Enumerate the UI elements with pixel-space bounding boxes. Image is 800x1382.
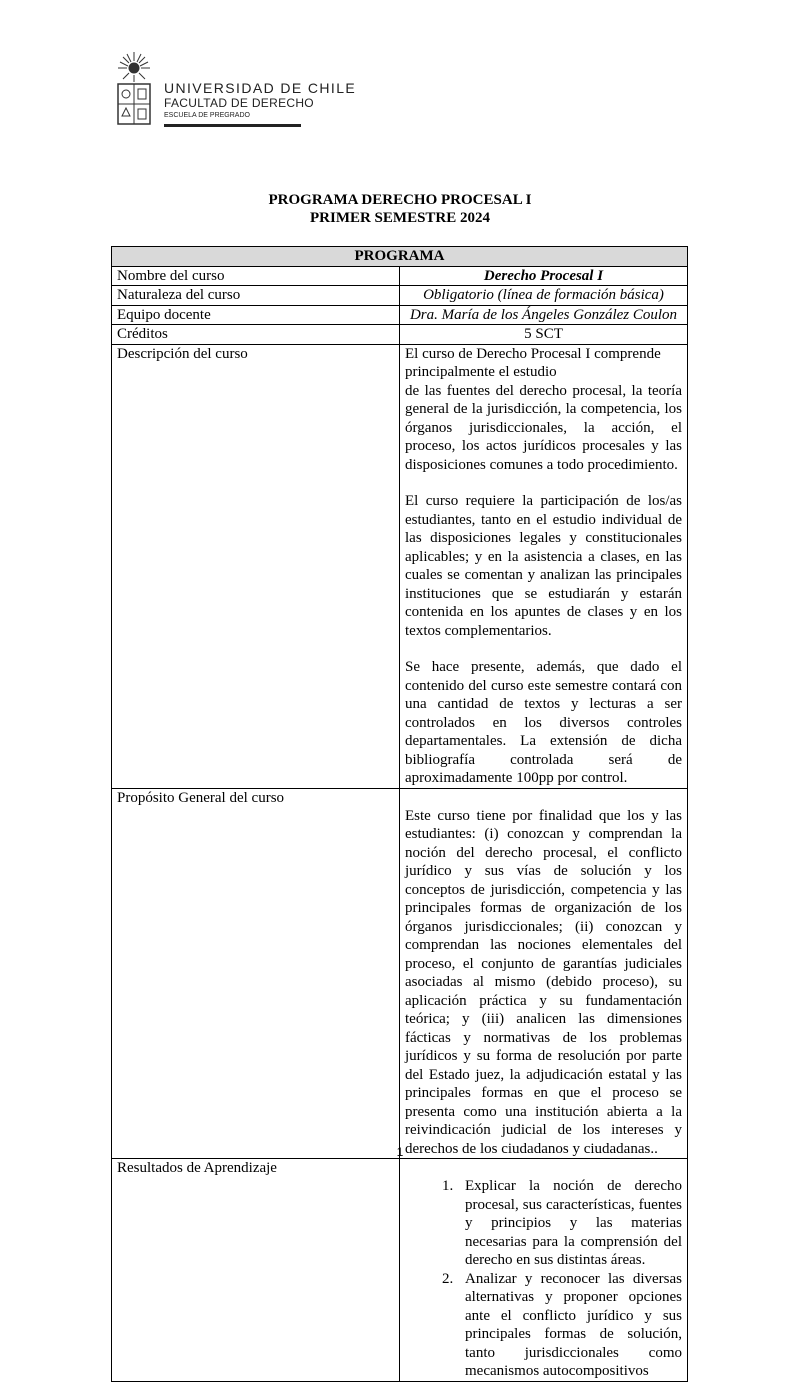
results-list <box>405 1177 682 1381</box>
faculty-name: FACULTAD DE DERECHO <box>164 96 314 110</box>
list-item: 1. Explicar la noción de derecho procesal, sus características, fuentes y principios y las materias necesarias para la comprensión del derecho en sus distintas áreas. <box>457 1177 682 1270</box>
table-row <box>112 788 688 1159</box>
document-subtitle: PRIMER SEMESTRE 2024 <box>309 210 491 226</box>
course-name-value: Derecho Procesal I <box>400 266 688 286</box>
table-row <box>112 344 688 788</box>
description-cell <box>400 344 688 788</box>
table-row <box>112 325 688 345</box>
table-header-row <box>112 247 688 267</box>
credits-value: 5 SCT <box>400 325 688 345</box>
credits-label: Créditos <box>112 325 400 345</box>
page-number: 1 <box>396 1145 404 1159</box>
purpose-text: Este curso tiene por finalidad que los y las estudiantes: (i) conozcan y comprendan la noción del derecho procesal, el conflicto jurídico y sus vías de solución y los conceptos de jurisdicción, competencia y las principales formas de organización de los órganos jurisdiccionales; (ii) conozcan y comprendan las nociones elementales del proceso, el conjunto de garantías judiciales asociadas al mismo (debido proceso), su aplicación práctica y su fundamentación teórica; y (iii) analicen las dimensiones fácticas y normativas de los problemas jurídicos y su forma de resolución por parte del Estado juez, la adjudicación estatal y las principales formas en que el proceso se presenta como una institución abierta a la reivindicación judicial de los intereses y derechos de los ciudadanos y ciudadanas.. <box>405 807 682 1157</box>
description-paragraph-2: El curso requiere la participación de los/as estudiantes, tanto en el estudio individual de las disposiciones legales y constitucionales aplicables; y en la asistencia a clases, en las cuales se comentan y analizan las principales instituciones que se estudiarán y estarán contenida en los apuntes de clases y en los textos complementarios. <box>405 493 682 639</box>
description-paragraph-1b: de las fuentes del derecho procesal, la teoría general de la jurisdicción, la competencia, los órganos jurisdiccionales, la acción, el proceso, los actos jurídicos procesales y las disposiciones comunes a todo procedimiento. <box>405 382 682 473</box>
description-paragraph-1a: El curso de Derecho Procesal I comprende principalmente el estudio <box>405 345 661 380</box>
nature-value: Obligatorio (línea de formación básica) <box>400 286 688 306</box>
description-label: Descripción del curso <box>112 344 400 788</box>
university-seal-icon <box>112 50 160 130</box>
university-logo <box>112 50 357 130</box>
list-item: 2. Analizar y reconocer las diversas alternativas y proponer opciones ante el conflicto jurídico y sus principales formas de solución, tanto jurisdiccionales como mecanismos autocompositivos <box>457 1270 682 1381</box>
university-name: UNIVERSIDAD DE CHILE <box>164 80 357 96</box>
table-row <box>112 266 688 286</box>
results-label: Resultados de Aprendizaje <box>112 1159 400 1382</box>
team-label: Equipo docente <box>112 305 400 325</box>
description-paragraph-3: Se hace presente, además, que dado el contenido del curso este semestre contará con una cantidad de textos y lecturas a ser controlados en los diversos controles departamentales. La extensión de dicha bibliografía controlada será de aproximadamente 100pp por control. <box>405 659 682 786</box>
purpose-label: Propósito General del curso <box>112 788 400 1159</box>
school-name: ESCUELA DE PREGRADO <box>164 112 250 119</box>
team-value: Dra. María de los Ángeles González Coulon <box>400 305 688 325</box>
document-title: PROGRAMA DERECHO PROCESAL I <box>268 192 532 208</box>
course-name-label: Nombre del curso <box>112 266 400 286</box>
table-row <box>112 305 688 325</box>
program-table <box>111 246 688 1382</box>
table-row <box>112 286 688 306</box>
table-header: PROGRAMA <box>112 247 688 267</box>
table-row <box>112 1159 688 1382</box>
logo-underline <box>164 124 301 127</box>
nature-label: Naturaleza del curso <box>112 286 400 306</box>
purpose-cell <box>400 788 688 1159</box>
results-cell <box>400 1159 688 1382</box>
